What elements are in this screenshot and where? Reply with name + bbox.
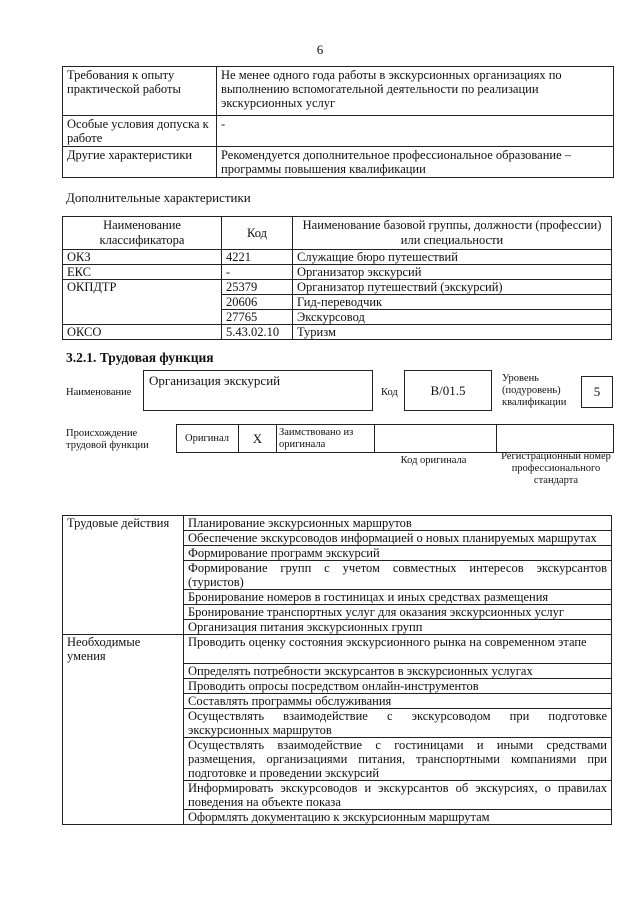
table-row: [63, 531, 612, 546]
table-row: [63, 280, 612, 295]
code-box: [404, 370, 492, 411]
column-header: Наименование базовой группы, должности (профессии) или специальности: [293, 217, 612, 250]
table-row: [63, 590, 612, 605]
table-row: [63, 116, 614, 147]
table-row: [63, 809, 612, 824]
requirements-table: [62, 66, 614, 178]
group-spacer: [63, 590, 184, 605]
table-row: [63, 561, 612, 590]
table-row: [63, 708, 612, 737]
table-row: [63, 325, 612, 340]
activity-item: Формирование групп с учетом совместных интересов экскурсантов (туристов): [184, 561, 612, 590]
origin-row: [176, 424, 614, 453]
name-cell: Организатор путешествий (экскурсий): [293, 280, 612, 295]
group-label: Необходимые умения: [63, 635, 184, 664]
table-row: [63, 546, 612, 561]
table-header-row: [63, 217, 612, 250]
table-row: [63, 147, 614, 178]
classifier-cell: [63, 310, 222, 325]
reg-number-caption: Регистрационный номер профессионального стандарта: [501, 451, 611, 486]
function-name-value: Организация экскурсий: [149, 373, 281, 388]
classifier-cell: [63, 295, 222, 310]
group-spacer: [63, 780, 184, 809]
requirement-value: Не менее одного года работы в экскурсионных организациях по выполнению вспомогательной деятельности по реализации экскурсионных услуг: [217, 67, 614, 116]
original-mark-text: X: [252, 430, 263, 446]
level-label: Уровень (подуровень) квалификации: [502, 373, 567, 408]
table-row: [63, 250, 612, 265]
table-row: [63, 663, 612, 678]
table-row: [63, 67, 614, 116]
code-cell: 4221: [222, 250, 293, 265]
requirement-label: Другие характеристики: [63, 147, 217, 178]
table-row: [63, 693, 612, 708]
group-spacer: [63, 605, 184, 620]
activity-item: Бронирование транспортных услуг для оказания экскурсионных услуг: [184, 605, 612, 620]
origin-label: Происхождение трудовой функции: [66, 428, 149, 451]
requirement-label: Особые условия допуска к работе: [63, 116, 217, 147]
group-spacer: [63, 693, 184, 708]
page-number: 6: [316, 42, 324, 57]
table-row: [63, 620, 612, 635]
code-label: Код: [381, 387, 398, 398]
code-original-cell: [374, 425, 497, 452]
name-cell: Служащие бюро путешествий: [293, 250, 612, 265]
code-original-caption: Код оригинала: [400, 455, 467, 466]
level-value: 5: [593, 384, 601, 399]
skill-item: Проводить опросы посредством онлайн-инструментов: [184, 678, 612, 693]
activity-item: Бронирование номеров в гостиницах и иных средствах размещения: [184, 590, 612, 605]
group-spacer: [63, 546, 184, 561]
column-header: Код: [222, 217, 293, 250]
original-label: Оригинал: [185, 433, 229, 444]
activities-table: [62, 515, 612, 825]
requirement-value: Рекомендуется дополнительное профессиональное образование – программы повышения квалификации: [217, 147, 614, 178]
borrowed-label: Заимствовано из оригинала: [279, 427, 354, 450]
name-cell: Экскурсовод: [293, 310, 612, 325]
name-cell: Туризм: [293, 325, 612, 340]
code-cell: -: [222, 265, 293, 280]
skill-item: Информировать экскурсоводов и экскурсантов об экскурсиях, о правилах поведения на объекте показа: [184, 780, 612, 809]
function-name-label: Наименование: [66, 387, 132, 398]
original-mark: [238, 425, 277, 452]
table-row: [63, 310, 612, 325]
group-spacer: [63, 678, 184, 693]
requirement-value: -: [217, 116, 614, 147]
table-row: [63, 516, 612, 531]
skill-item: Проводить оценку состояния экскурсионного рынка на современном этапе: [184, 635, 612, 664]
group-spacer: [63, 531, 184, 546]
group-spacer: [63, 663, 184, 678]
code-cell: 25379: [222, 280, 293, 295]
code-cell: 20606: [222, 295, 293, 310]
skill-item: Оформлять документацию к экскурсионным маршрутам: [184, 809, 612, 824]
group-label: Трудовые действия: [63, 516, 184, 531]
table-row: [63, 678, 612, 693]
requirement-label: Требования к опыту практической работы: [63, 67, 217, 116]
code-value: B/01.5: [430, 382, 466, 398]
code-cell: 27765: [222, 310, 293, 325]
classifier-cell: ЕКС: [63, 265, 222, 280]
activity-item: Обеспечение экскурсоводов информацией о новых планируемых маршрутах: [184, 531, 612, 546]
group-spacer: [63, 737, 184, 780]
code-cell: 5.43.02.10: [222, 325, 293, 340]
skill-item: Осуществлять взаимодействие с гостиницами и иными средствами размещения, организациями питания, транспортными компаниями при подготовке и проведении экскурсий: [184, 737, 612, 780]
group-spacer: [63, 708, 184, 737]
classifier-table: [62, 216, 612, 340]
function-name-box: [143, 370, 373, 411]
skill-item: Составлять программы обслуживания: [184, 693, 612, 708]
table-row: [63, 737, 612, 780]
group-spacer: [63, 620, 184, 635]
group-spacer: [63, 809, 184, 824]
additional-heading: Дополнительные характеристики: [66, 190, 251, 205]
activity-item: Планирование экскурсионных маршрутов: [184, 516, 612, 531]
classifier-cell: ОКСО: [63, 325, 222, 340]
level-box: [581, 376, 613, 408]
skill-item: Определять потребности экскурсантов в экскурсионных услугах: [184, 663, 612, 678]
table-row: [63, 605, 612, 620]
name-cell: Гид-переводчик: [293, 295, 612, 310]
group-spacer: [63, 561, 184, 590]
column-header: Наименование классификатора: [63, 217, 222, 250]
table-row: [63, 295, 612, 310]
table-row: [63, 635, 612, 664]
function-heading: 3.2.1. Трудовая функция: [66, 350, 214, 365]
classifier-cell: ОКЗ: [63, 250, 222, 265]
activity-item: Организация питания экскурсионных групп: [184, 620, 612, 635]
classifier-cell: ОКПДТР: [63, 280, 222, 295]
activity-item: Формирование программ экскурсий: [184, 546, 612, 561]
table-row: [63, 265, 612, 280]
table-row: [63, 780, 612, 809]
skill-item: Осуществлять взаимодействие с экскурсоводом при подготовке экскурсионных маршрутов: [184, 708, 612, 737]
name-cell: Организатор экскурсий: [293, 265, 612, 280]
